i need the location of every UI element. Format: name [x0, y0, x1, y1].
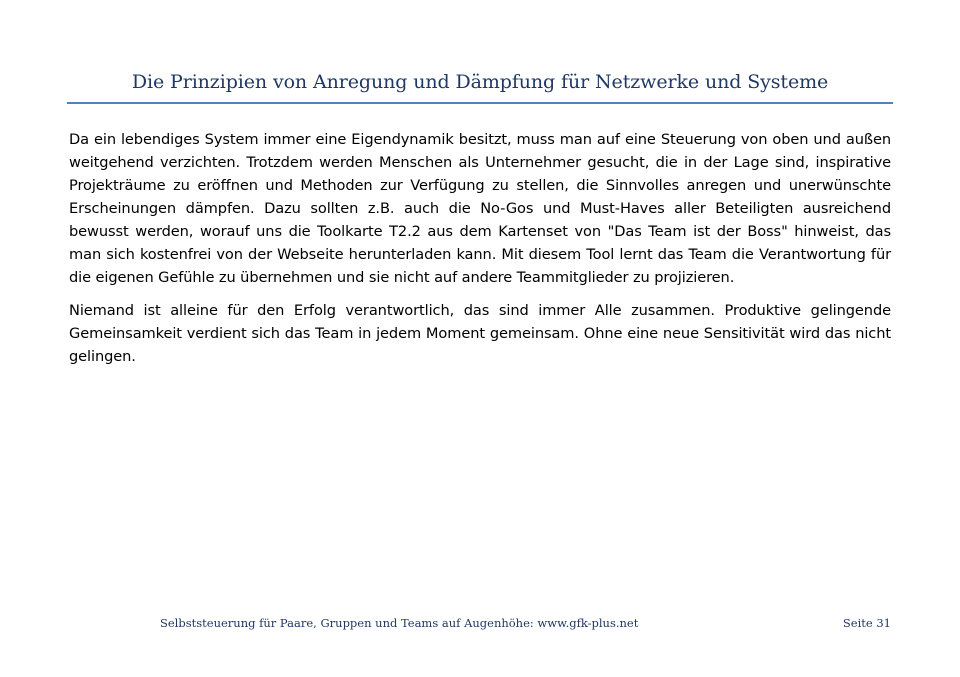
page-number: Seite 31: [842, 616, 891, 630]
paragraph-2: Niemand ist alleine für den Erfolg verantwortlich, das sind immer Alle zusammen. Produktive gelingende Gemeinsamkeit verdient sich das Team in jedem Moment gemeinsam. Ohne eine neue Sensitivität wird das nicht gelingen.: [69, 302, 891, 365]
page-header: [67, 66, 893, 104]
paragraph-1: Da ein lebendiges System immer eine Eigendynamik besitzt, muss man auf eine Steuerung von oben und außen weitgehend verzichten. Trotzdem werden Menschen als Unternehmer gesucht, die in der Lage sind, inspirative Projekträume zu eröffnen und Methoden zur Verfügung zu stellen, die Sinnvolles anregen und unerwünschte Erscheinungen dämpfen. Dazu sollten z.B. auch die No-Gos und Must-Haves aller Beteiligten ausreichend bewusst werden, worauf uns die Toolkarte T2.2 aus dem Kartenset von "Das Team ist der Boss" hinweist, das man sich kostenfrei von der Webseite herunterladen kann. Mit diesem Tool lernt das Team die Verantwortung für die eigenen Gefühle zu übernehmen und sie nicht auf andere Teammitglieder zu projizieren.: [69, 131, 891, 286]
page-footer: [160, 616, 891, 636]
footer-text: Selbststeuerung für Paare, Gruppen und Teams auf Augenhöhe: www.gfk-plus.net: [160, 616, 639, 630]
page-title: Die Prinzipien von Anregung und Dämpfung für Netzwerke und Systeme: [131, 71, 829, 93]
body-text: [69, 128, 891, 378]
